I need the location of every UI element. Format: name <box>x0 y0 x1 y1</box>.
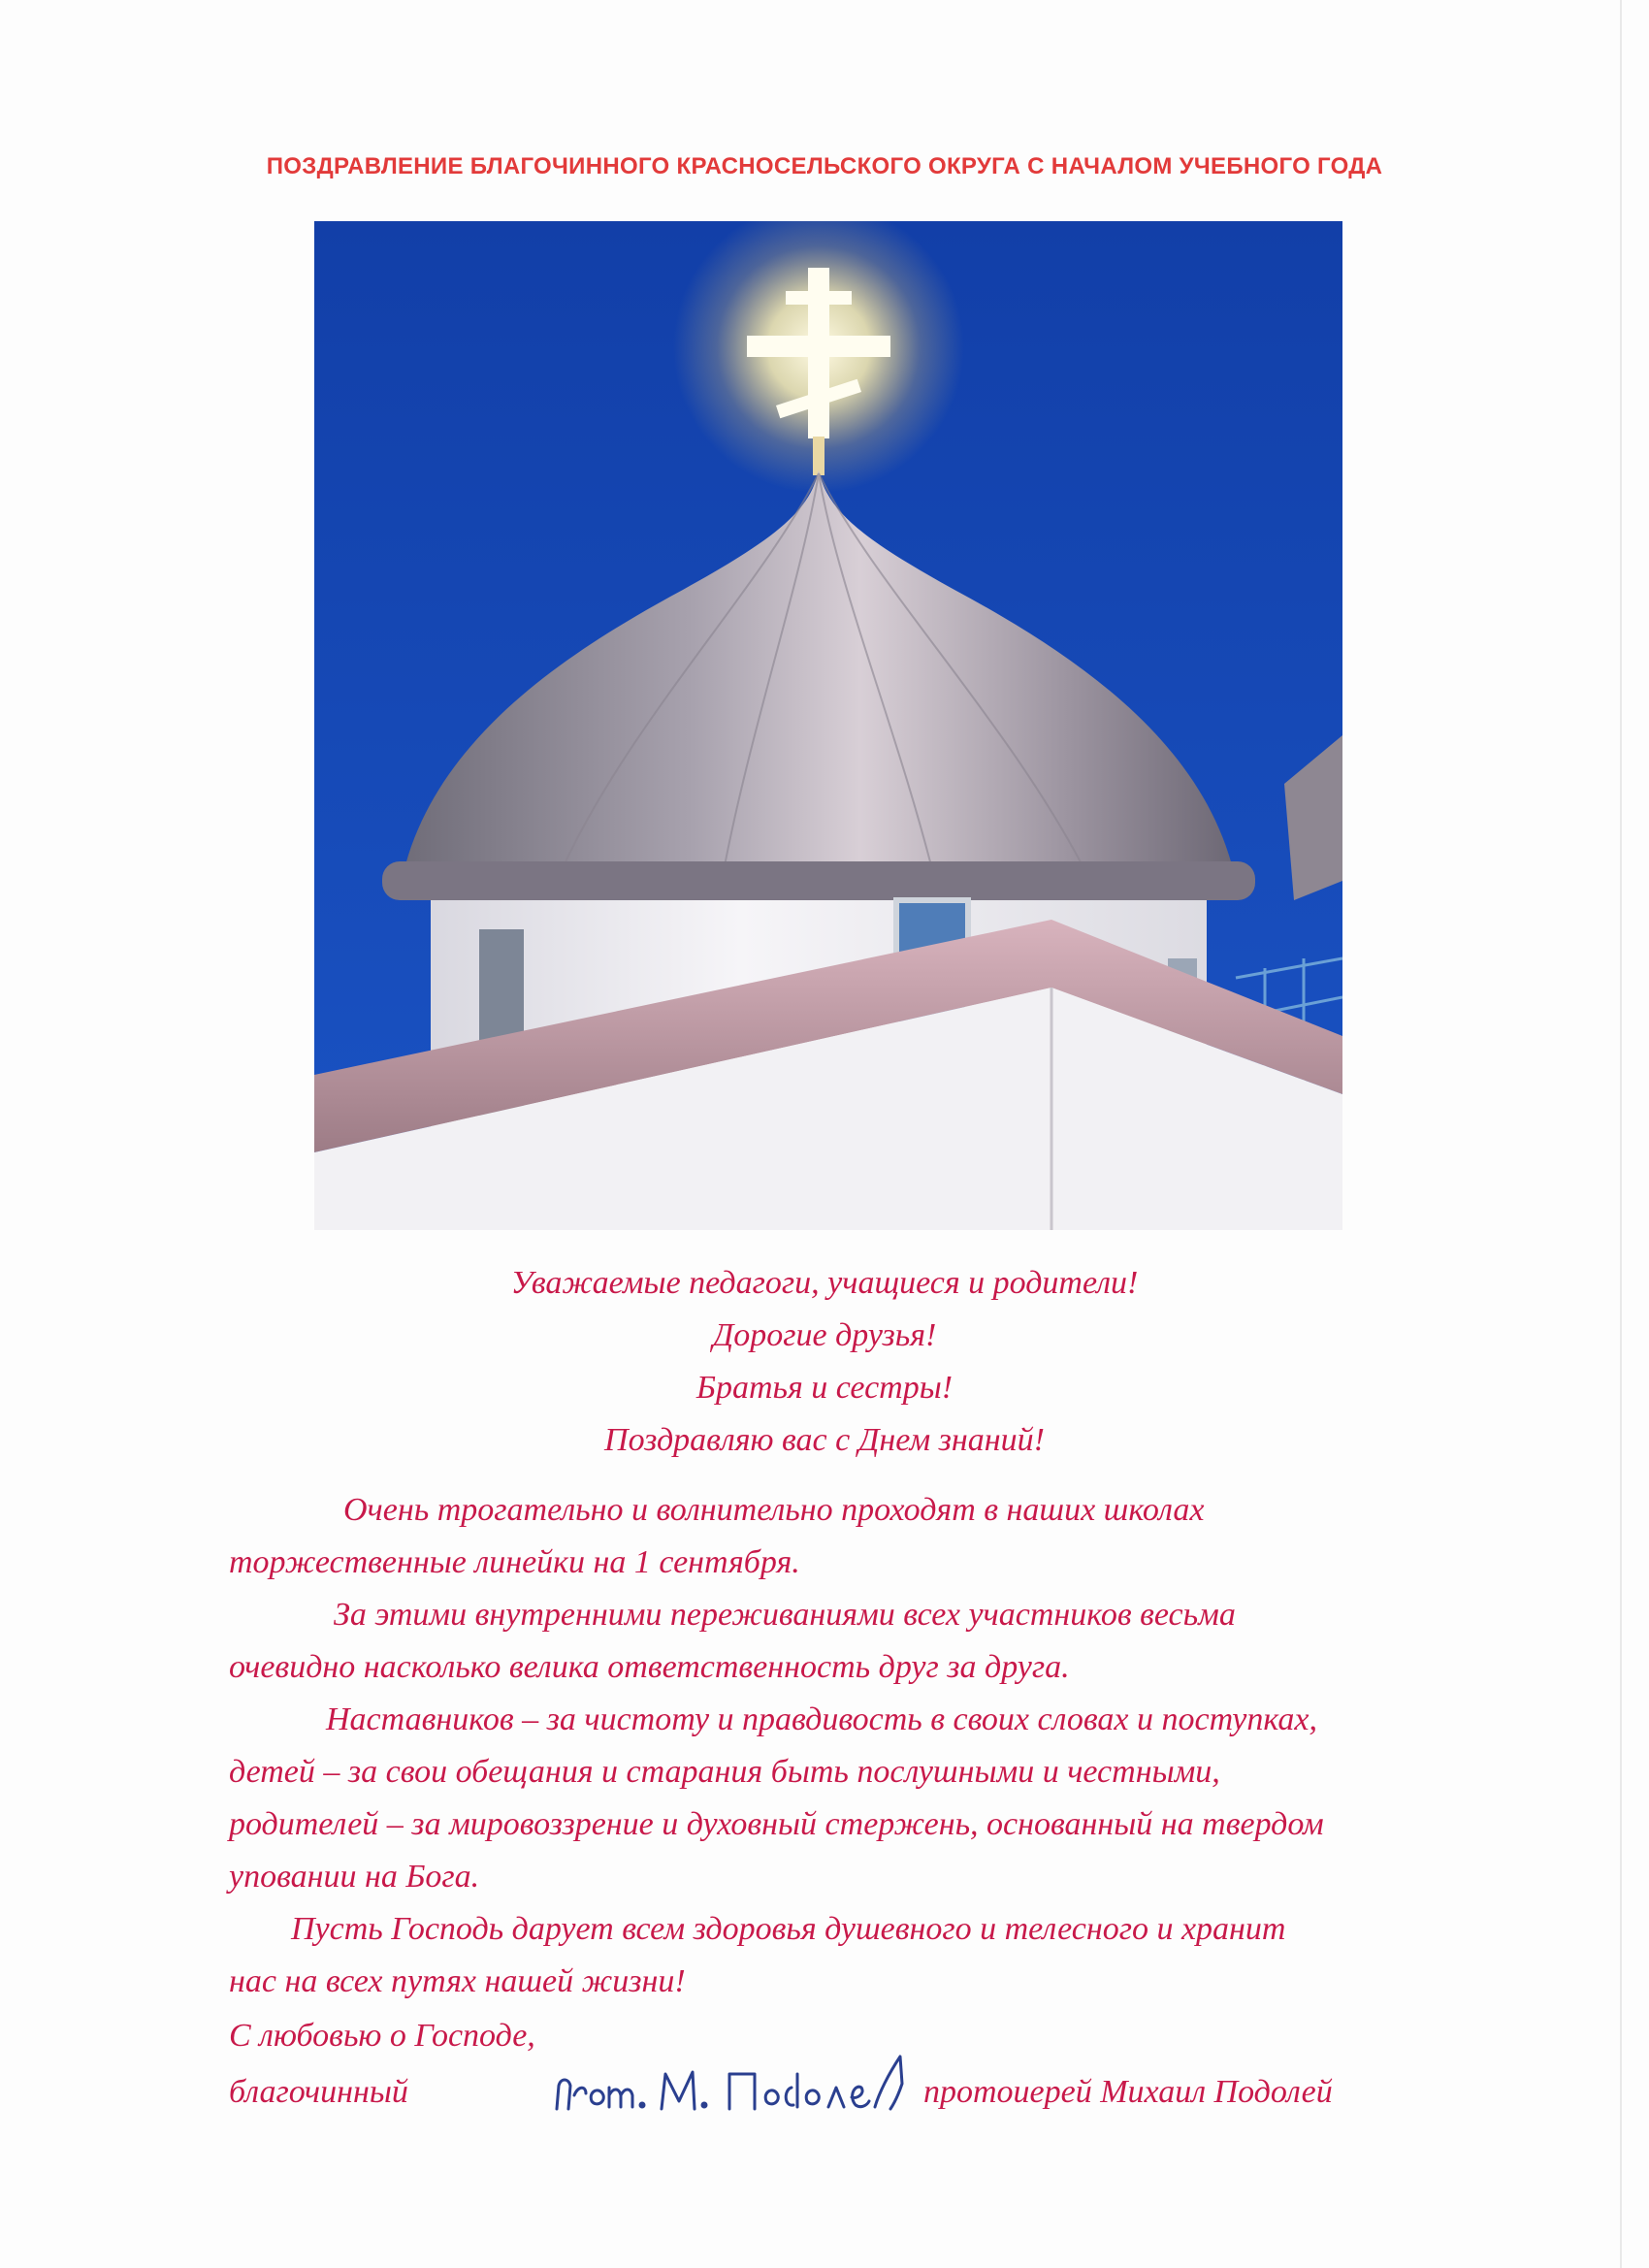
handwritten-signature <box>549 2045 927 2122</box>
greeting-line: Уважаемые педагоги, учащиеся и родители! <box>510 1265 1139 1301</box>
greeting-block <box>0 1257 1649 1467</box>
body-line: Очень трогательно и волнительно проходят в наших школах <box>343 1492 1205 1528</box>
body-line: родителей – за мировоззрение и духовный стержень, основанный на твердом <box>229 1806 1324 1842</box>
document-title: ПОЗДРАВЛЕНИЕ БЛАГОЧИННОГО КРАСНОСЕЛЬСКОГО ОКРУГА С НАЧАЛОМ УЧЕБНОГО ГОДА <box>266 153 1383 179</box>
body-line: детей – за свои обещания и старания быть послушными и честными, <box>229 1754 1220 1790</box>
body-line: За этими внутренними переживаниями всех участников весьма <box>334 1597 1236 1633</box>
body-line: Наставников – за чистоту и правдивость в своих словах и поступках, <box>326 1701 1318 1737</box>
signatory-name: протоиерей Михаил Подолей <box>923 2074 1333 2110</box>
greeting-line: Поздравляю вас с Днем знаний! <box>604 1422 1045 1458</box>
greeting-line: Дорогие друзья! <box>712 1317 937 1353</box>
body-line: Пусть Господь дарует всем здоровья душевного и телесного и хранит <box>291 1911 1286 1947</box>
body-line: торжественные линейки на 1 сентября. <box>229 1544 800 1580</box>
body-line: нас на всех путях нашей жизни! <box>229 1963 686 1999</box>
body-line: уповании на Бога. <box>229 1859 480 1895</box>
church-dome-photo <box>314 221 1342 1230</box>
position-title: благочинный <box>229 2074 408 2110</box>
body-line: очевидно насколько велика ответственность друг за друга. <box>229 1649 1070 1685</box>
closing-text: С любовью о Господе, <box>229 2018 535 2054</box>
dome-rim <box>382 861 1255 900</box>
greeting-line: Братья и сестры! <box>695 1370 954 1406</box>
scan-edge <box>1620 0 1622 2268</box>
